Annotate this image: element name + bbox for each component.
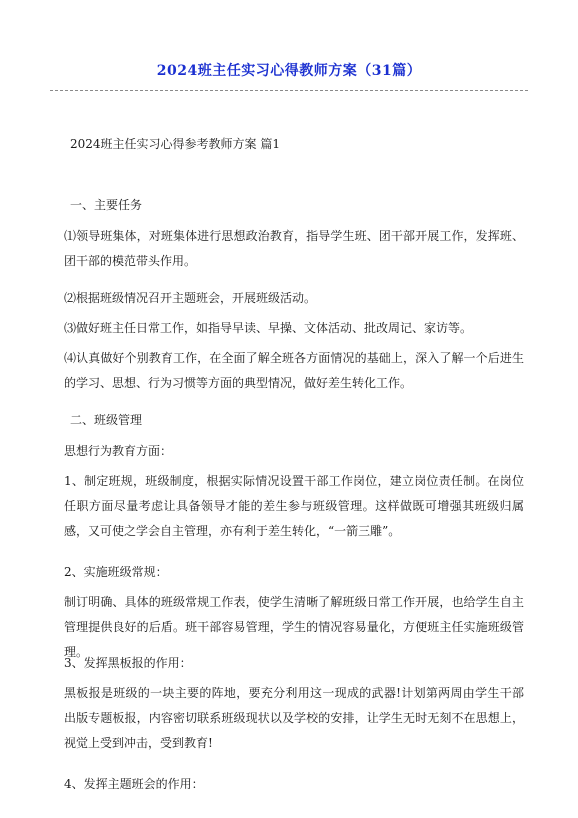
heading-class-management: 二、班级管理 <box>70 413 143 427</box>
paragraph-item-2-body: 制订明确、具体的班级常规工作表，使学生清晰了解班级日常工作开展，也给学生自主管理提供良好的后盾。班干部容易管理，学生的情况容易量化，方便班主任实施班级管理。 <box>64 595 524 659</box>
paragraph-task-2: ⑵根据班级情况召开主题班会，开展班级活动。 <box>64 291 317 305</box>
paragraph-task-4: ⑷认真做好个别教育工作，在全面了解全班各方面情况的基础上，深入了解一个后进生的学习、思想、行为习惯等方面的典型情况，做好差生转化工作。 <box>64 351 524 390</box>
heading-main-tasks: 一、主要任务 <box>70 198 143 212</box>
section-heading: 2024班主任实习心得参考教师方案 篇1 <box>70 137 280 151</box>
title-divider <box>50 90 528 91</box>
paragraph-item-1: 1、制定班规，班级制度，根据实际情况设置干部工作岗位，建立岗位责任制。在岗位任职方面尽量考虑让具备领导才能的差生参与班级管理。这样做既可增强其班级归属感，又可使之学会自主管理，亦有利于差生转化，“一箭三雕”。 <box>64 474 524 538</box>
paragraph-item-4-heading: 4、发挥主题班会的作用： <box>64 777 204 791</box>
paragraph-item-3-heading: 3、发挥黑板报的作用： <box>64 656 192 670</box>
paragraph-task-1: ⑴领导班集体，对班集体进行思想政治教育，指导学生班、团干部开展工作，发挥班、团干部的模范带头作用。 <box>64 229 524 268</box>
document-title: 2024班主任实习心得教师方案（31篇） <box>156 63 422 79</box>
paragraph-thought-education: 思想行为教育方面： <box>64 444 173 458</box>
paragraph-task-3: ⑶做好班主任日常工作，如指导早读、早操、文体活动、批改周记、家访等。 <box>64 321 473 335</box>
paragraph-item-2-heading: 2、实施班级常规： <box>64 565 168 579</box>
paragraph-item-3-body: 黑板报是班级的一块主要的阵地，要充分利用这一现成的武器!计划第两周由学生干部出版专题板报，内容密切联系班级现状以及学校的安排，让学生无时无刻不在思想上，视觉上受到冲击，受到教育! <box>64 686 524 750</box>
